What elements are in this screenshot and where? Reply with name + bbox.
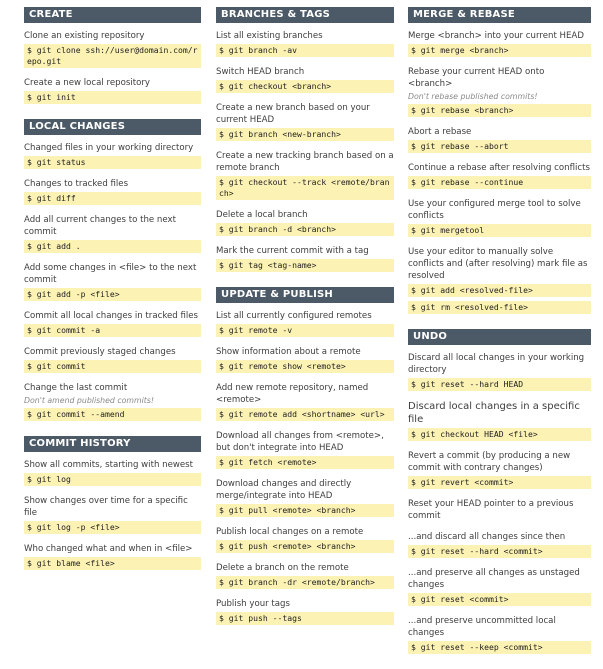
cheat-entry [24,495,201,534]
entry-description: Who changed what and when in <file> [24,544,193,554]
command-snippet: $ git mergetool [408,224,591,237]
cheat-entry [408,30,591,57]
command-snippet: $ git checkout <branch> [216,80,394,93]
cheat-entry [408,66,591,117]
cheat-entry [408,531,591,558]
command-snippet: $ git revert <commit> [408,476,591,489]
entry-description: ...and preserve uncommitted local changes [408,616,556,638]
cheat-entry [408,450,591,489]
section-update-and-publish [216,287,394,625]
section-title: COMMIT HISTORY [24,436,201,452]
command-snippet: $ git init [24,91,201,104]
command-snippet: $ git push <remote> <branch> [216,540,394,553]
section-branches-and-tags [216,7,394,272]
command-snippet: $ git commit -a [24,324,201,337]
entry-warning-note: Don't rebase published commits! [408,92,538,101]
cheat-entry [216,478,394,517]
section-local-changes [24,119,201,421]
cheat-entry [408,126,591,153]
cheat-entry [24,262,201,301]
entry-description: Merge <branch> into your current HEAD [408,31,584,41]
cheat-entry [408,615,591,654]
section-create [24,7,201,104]
cheat-entry [216,310,394,337]
section-title: UNDO [408,329,591,345]
entry-warning-note: Don't amend published commits! [24,396,154,405]
command-snippet: $ git log [24,473,201,486]
section-title: BRANCHES & TAGS [216,7,394,23]
command-snippet: $ git checkout --track <remote/branch> [216,176,394,200]
entry-description: Reset your HEAD pointer to a previous commit [408,499,574,521]
section-merge-and-rebase [408,7,591,314]
entry-description: Create a new tracking branch based on a remote branch [216,151,394,173]
entry-description: Continue a rebase after resolving conflicts [408,163,590,173]
column-3 [408,7,591,669]
entry-description: Delete a local branch [216,210,308,220]
cheat-entry [216,66,394,93]
entry-description: Add some changes in <file> to the next commit [24,263,197,285]
command-snippet: $ git push --tags [216,612,394,625]
entry-description: Show changes over time for a specific file [24,496,188,518]
cheat-entry [408,400,591,441]
entry-description: Discard local changes in a specific file [408,401,580,425]
cheat-entry [408,352,591,391]
entry-description: Abort a rebase [408,127,472,137]
cheat-entry [24,543,201,570]
cheat-entry [24,30,201,68]
command-snippet: $ git commit --amend [24,408,201,421]
entry-description: Revert a commit (by producing a new commit with contrary changes) [408,451,571,473]
entry-description: Clone an existing repository [24,31,145,41]
entry-description: Use your editor to manually solve conflicts and (after resolving) mark file as resolved [408,247,588,281]
entry-description: ...and preserve all changes as unstaged changes [408,568,580,590]
command-snippet: $ git pull <remote> <branch> [216,504,394,517]
section-commit-history [24,436,201,570]
entry-description: List all currently configured remotes [216,311,372,321]
cheat-entry [216,430,394,469]
cheat-entry [24,310,201,337]
entry-description: List all existing branches [216,31,323,41]
section-title: UPDATE & PUBLISH [216,287,394,303]
entry-description: Create a new branch based on your current HEAD [216,103,370,125]
section-undo [408,329,591,654]
command-snippet: $ git blame <file> [24,557,201,570]
cheat-entry [216,30,394,57]
entry-description: Rebase your current HEAD onto <branch> [408,67,545,89]
entry-description: Download changes and directly merge/integrate into HEAD [216,479,352,501]
cheat-entry [24,382,201,421]
entry-description: Download all changes from <remote>, but don't integrate into HEAD [216,431,384,453]
command-snippet: $ git remote -v [216,324,394,337]
entry-description: Change the last commit [24,383,128,393]
entry-description: Delete a branch on the remote [216,563,349,573]
entry-description: Add all current changes to the next commit [24,215,176,237]
entry-description: Add new remote repository, named <remote> [216,383,369,405]
cheat-entry [216,245,394,272]
cheat-entry [216,102,394,141]
entry-description: Show all commits, starting with newest [24,460,194,470]
command-snippet: $ git remote add <shortname> <url> [216,408,394,421]
cheat-entry [408,246,591,314]
entry-description: Show information about a remote [216,347,361,357]
column-1 [24,7,201,585]
command-snippet: $ git reset --hard HEAD [408,378,591,391]
cheat-entry [24,142,201,169]
command-snippet: $ git rebase --continue [408,176,591,189]
entry-description: Create a new local repository [24,78,150,88]
command-snippet: $ git checkout HEAD <file> [408,428,591,441]
cheat-entry [216,382,394,421]
cheat-entry [24,178,201,205]
entry-description: Use your configured merge tool to solve conflicts [408,199,581,221]
command-snippet: $ git fetch <remote> [216,456,394,469]
cheat-entry [408,567,591,606]
cheat-entry [408,162,591,189]
command-snippet: $ git add -p <file> [24,288,201,301]
command-snippet: $ git add . [24,240,201,253]
command-snippet: $ git merge <branch> [408,44,591,57]
cheat-entry [24,77,201,104]
cheat-entry [216,346,394,373]
command-snippet: $ git reset <commit> [408,593,591,606]
cheat-entry [408,198,591,237]
entry-description: Publish your tags [216,599,290,609]
command-snippet: $ git commit [24,360,201,373]
entry-description: Publish local changes on a remote [216,527,364,537]
cheat-entry [216,209,394,236]
cheat-entry [24,459,201,486]
command-snippet: $ git clone ssh://user@domain.com/repo.git [24,44,201,68]
entry-description: Commit previously staged changes [24,347,176,357]
command-snippet: $ git rebase <branch> [408,104,591,117]
command-snippet: $ git tag <tag-name> [216,259,394,272]
command-snippet: $ git diff [24,192,201,205]
section-title: CREATE [24,7,201,23]
command-snippet: $ git reset --hard <commit> [408,545,591,558]
command-snippet: $ git branch -av [216,44,394,57]
entry-description: Changed files in your working directory [24,143,194,153]
cheat-entry [24,346,201,373]
cheat-entry [216,150,394,200]
entry-description: Mark the current commit with a tag [216,246,369,256]
entry-description: ...and discard all changes since then [408,532,566,542]
command-snippet: $ git branch -d <branch> [216,223,394,236]
command-snippet: $ git branch -dr <remote/branch> [216,576,394,589]
section-title: LOCAL CHANGES [24,119,201,135]
command-snippet: $ git branch <new-branch> [216,128,394,141]
column-2 [216,7,394,640]
command-snippet: $ git remote show <remote> [216,360,394,373]
command-snippet: $ git log -p <file> [24,521,201,534]
command-snippet: $ git rebase --abort [408,140,591,153]
entry-description: Switch HEAD branch [216,67,305,77]
entry-description: Changes to tracked files [24,179,129,189]
entry-description: Commit all local changes in tracked files [24,311,199,321]
command-snippet: $ git status [24,156,201,169]
cheat-entry [216,562,394,589]
command-snippet: $ git add <resolved-file> [408,284,591,297]
command-snippet: $ git reset --keep <commit> [408,641,591,654]
cheat-entry [216,598,394,625]
section-title: MERGE & REBASE [408,7,591,23]
cheat-entry [216,526,394,553]
entry-description: Discard all local changes in your working directory [408,353,585,375]
command-snippet: $ git rm <resolved-file> [408,301,591,314]
cheat-entry [408,498,591,522]
cheat-entry [24,214,201,253]
